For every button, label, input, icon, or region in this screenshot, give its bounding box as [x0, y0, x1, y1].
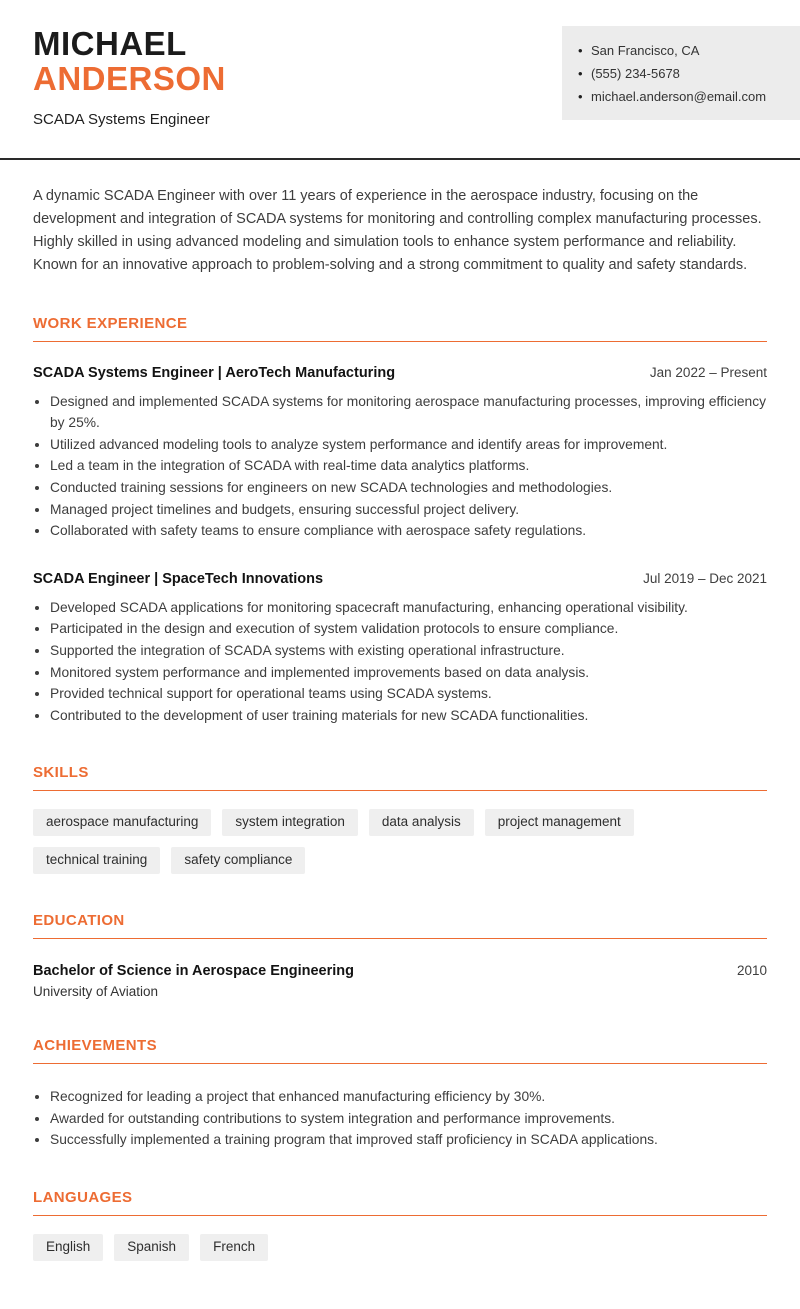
job-header [33, 365, 767, 381]
resume-header [0, 0, 800, 128]
education-entry [33, 963, 767, 999]
job-dates: Jan 2022 – Present [649, 364, 767, 380]
resume-body [0, 185, 800, 1261]
bullet-item: • Contributed to the development of user training materials for new SCADA functionalities. [50, 705, 767, 727]
skill-tag: technical training [33, 847, 160, 874]
section-heading-achievements: ACHIEVEMENTS [33, 1037, 767, 1064]
section-education [33, 912, 767, 999]
contact-email: • michael.anderson@email.com [578, 85, 784, 108]
skill-tag: aerospace manufacturing [33, 809, 211, 836]
header-divider [0, 158, 800, 160]
section-languages [33, 1189, 767, 1261]
skill-tag: data analysis [369, 809, 474, 836]
languages-tag-list [33, 1234, 767, 1261]
first-name: MICHAEL [33, 25, 187, 62]
language-tag: English [33, 1234, 103, 1261]
job-title-company: SCADA Engineer | SpaceTech Innovations [33, 570, 324, 587]
bullet-item: • Monitored system performance and implemented improvements based on data analysis. [50, 662, 767, 684]
education-header [33, 963, 767, 979]
bullet-item: • Supported the integration of SCADA systems with existing operational infrastructure. [50, 640, 767, 662]
education-year: 2010 [736, 963, 767, 978]
header-identity [33, 26, 226, 128]
bullet-item: • Awarded for outstanding contributions to system integration and performance improvements. [50, 1108, 767, 1130]
contact-box [562, 26, 800, 120]
bullet-item: • Recognized for leading a project that enhanced manufacturing efficiency by 30%. [50, 1086, 767, 1108]
section-heading-education: EDUCATION [33, 912, 767, 939]
bullet-item: • Managed project timelines and budgets, ensuring successful project delivery. [50, 499, 767, 521]
language-tag: Spanish [114, 1234, 189, 1261]
job-bullet-list [33, 597, 767, 727]
language-tag: French [200, 1234, 268, 1261]
skill-tag: system integration [222, 809, 358, 836]
candidate-name [33, 26, 226, 97]
job-entry [33, 365, 767, 542]
bullet-item: • Developed SCADA applications for monitoring spacecraft manufacturing, enhancing operational visibility. [50, 597, 767, 619]
bullet-item: • Provided technical support for operational teams using SCADA systems. [50, 683, 767, 705]
contact-list [578, 39, 784, 108]
summary-paragraph: A dynamic SCADA Engineer with over 11 years of experience in the aerospace industry, focusing on the development and integration of SCADA systems for monitoring and controlling complex manufacturing processes. Highly skilled in using advanced modeling and simulation tools to enhance system performance and reliability. Known for an innovative approach to problem-solving and a strong commitment to quality and safety standards. [33, 187, 762, 273]
section-heading-skills: SKILLS [33, 764, 767, 791]
job-dates: Jul 2019 – Dec 2021 [643, 570, 767, 586]
skills-tag-list [33, 809, 767, 874]
bullet-item: • Utilized advanced modeling tools to analyze system performance and identify areas for improvement. [50, 434, 767, 456]
skill-tag: safety compliance [171, 847, 305, 874]
job-header [33, 571, 767, 587]
education-school: University of Aviation [33, 984, 159, 999]
bullet-item: • Conducted training sessions for engineers on new SCADA technologies and methodologies. [50, 477, 767, 499]
bullet-item: • Successfully implemented a training program that improved staff proficiency in SCADA applications. [50, 1129, 767, 1151]
bullet-item: • Designed and implemented SCADA systems for monitoring aerospace manufacturing processes, improving efficiency by 25%. [50, 391, 767, 434]
section-heading-languages: LANGUAGES [33, 1189, 767, 1216]
candidate-title: SCADA Systems Engineer [33, 110, 210, 128]
bullet-item: • Participated in the design and execution of system validation protocols to ensure compliance. [50, 618, 767, 640]
job-title-company: SCADA Systems Engineer | AeroTech Manufacturing [33, 364, 396, 381]
section-work-experience [33, 315, 767, 727]
section-achievements [33, 1037, 767, 1151]
contact-phone: • (555) 234-5678 [578, 62, 784, 85]
job-entry [33, 571, 767, 727]
section-skills [33, 764, 767, 874]
bullet-item: • Collaborated with safety teams to ensure compliance with aerospace safety regulations. [50, 520, 767, 542]
education-degree: Bachelor of Science in Aerospace Engineering [33, 963, 354, 979]
section-heading-work-experience: WORK EXPERIENCE [33, 315, 767, 342]
achievements-list [33, 1086, 767, 1151]
job-bullet-list [33, 391, 767, 542]
bullet-item: • Led a team in the integration of SCADA with real-time data analytics platforms. [50, 455, 767, 477]
skill-tag: project management [485, 809, 634, 836]
contact-location: • San Francisco, CA [578, 39, 784, 62]
last-name: ANDERSON [33, 60, 226, 98]
